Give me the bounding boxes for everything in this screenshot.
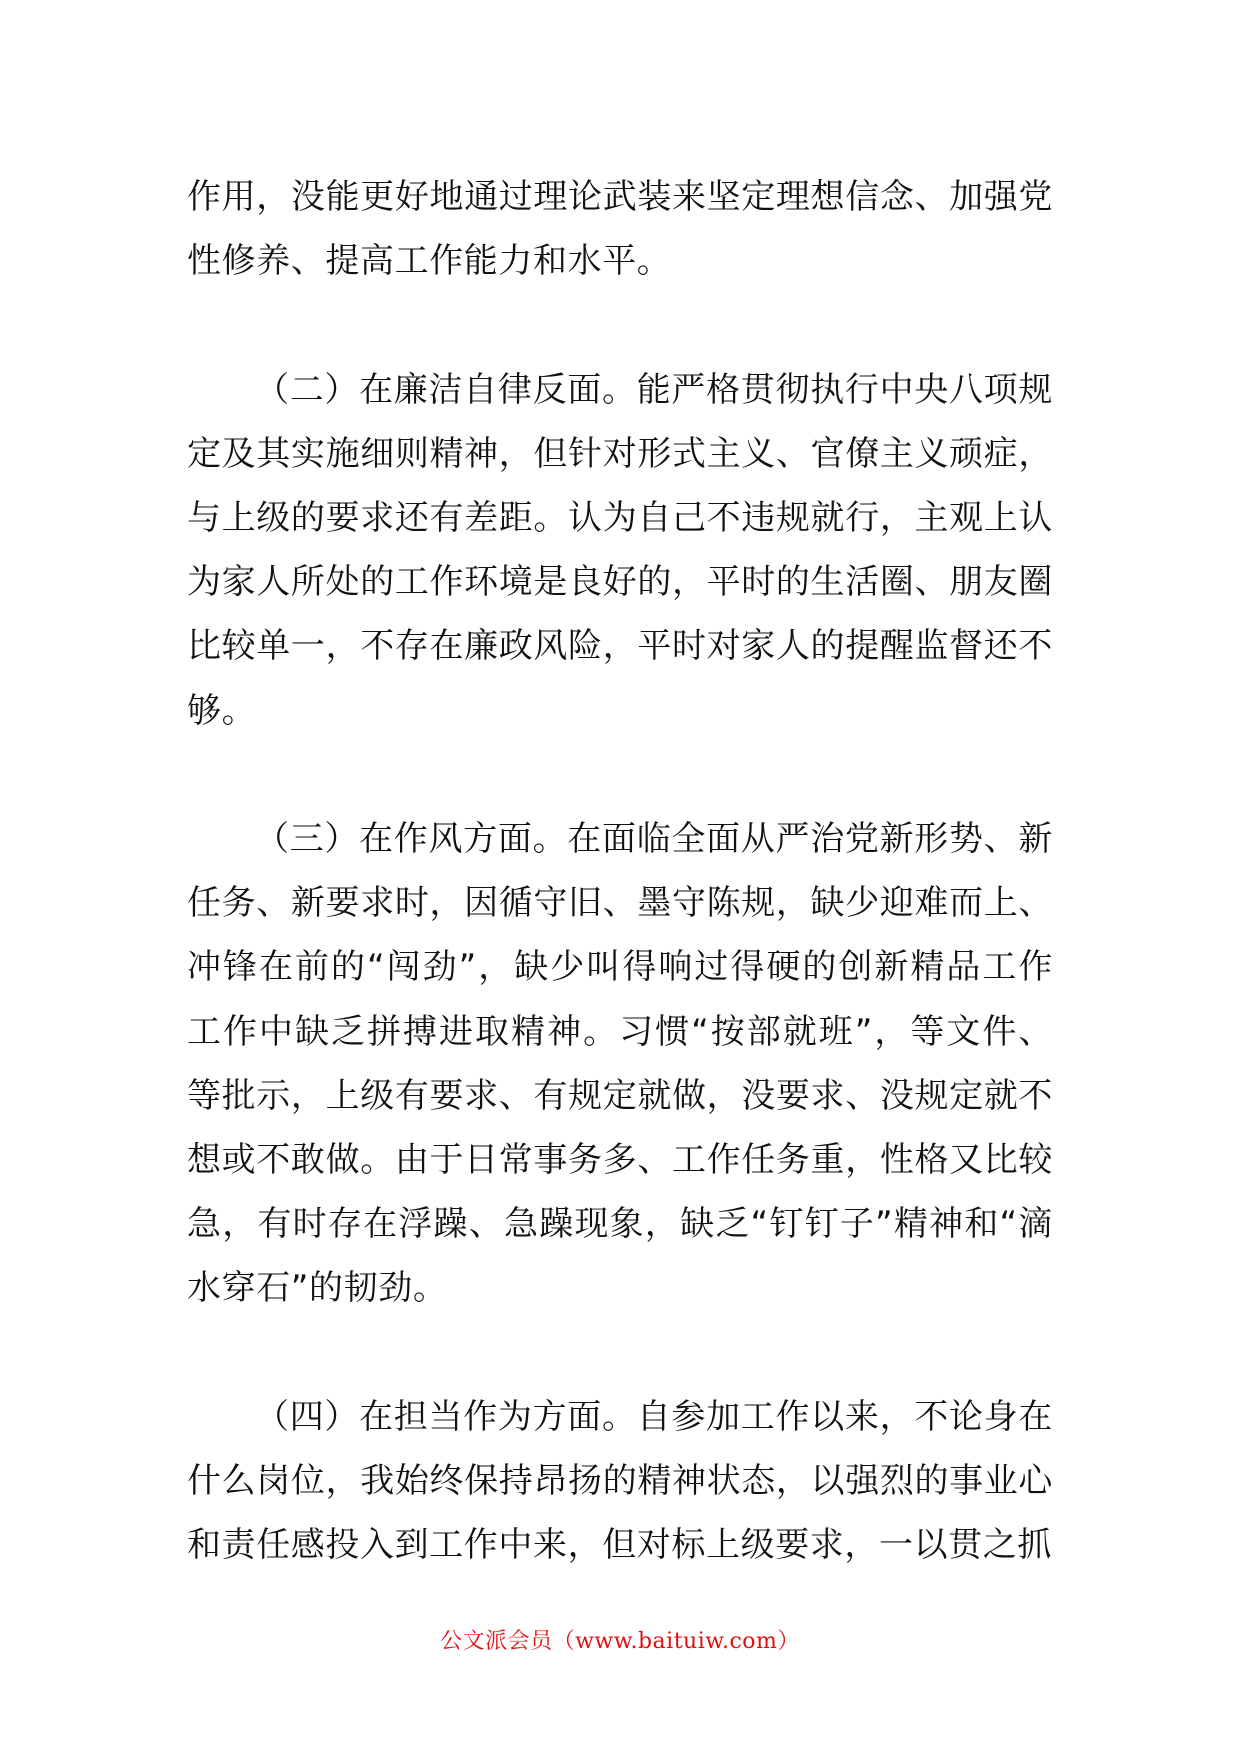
paragraph-section-4: （四）在担当作为方面。自参加工作以来，不论身在什么岗位，我始终保持昂扬的精神状态，以强烈的事业心和责任感投入到工作中来，但对标上级要求，一以贯之抓 bbox=[187, 1396, 1053, 1566]
paragraph-gap bbox=[187, 293, 1053, 357]
paragraph-continuation: 作用，没能更好地通过理论武装来坚定理想信念、加强党性修养、提高工作能力和水平。 bbox=[187, 177, 1053, 282]
footer-watermark: 公文派会员（www.baituiw.com） bbox=[440, 1629, 800, 1654]
paragraph-section-2: （二）在廉洁自律反面。能严格贯彻执行中央八项规定及其实施细则精神，但针对形式主义、官僚主义顽症，与上级的要求还有差距。认为自己不违规就行，主观上认为家人所处的工作环境是良好的，平时的生活圈、朋友圈比较单一，不存在廉政风险，平时对家人的提醒监督还不够。 bbox=[187, 369, 1053, 731]
paragraph-section-3: （三）在作风方面。在面临全面从严治党新形势、新任务、新要求时，因循守旧、墨守陈规，缺少迎难而上、冲锋在前的“闯劲”，缺少叫得响过得硬的创新精品工作工作中缺乏拼搏进取精神。习惯“按部就班”，等文件、等批示，上级有要求、有规定就做，没要求、没规定就不想或不敢做。由于日常事务多、工作任务重，性格又比较急，有时存在浮躁、急躁现象，缺乏“钉钉子”精神和“滴水穿石”的韧劲。 bbox=[187, 819, 1053, 1309]
paragraph-gap bbox=[187, 743, 1053, 807]
paragraph-gap bbox=[187, 1321, 1053, 1385]
document-body bbox=[187, 165, 1053, 1577]
